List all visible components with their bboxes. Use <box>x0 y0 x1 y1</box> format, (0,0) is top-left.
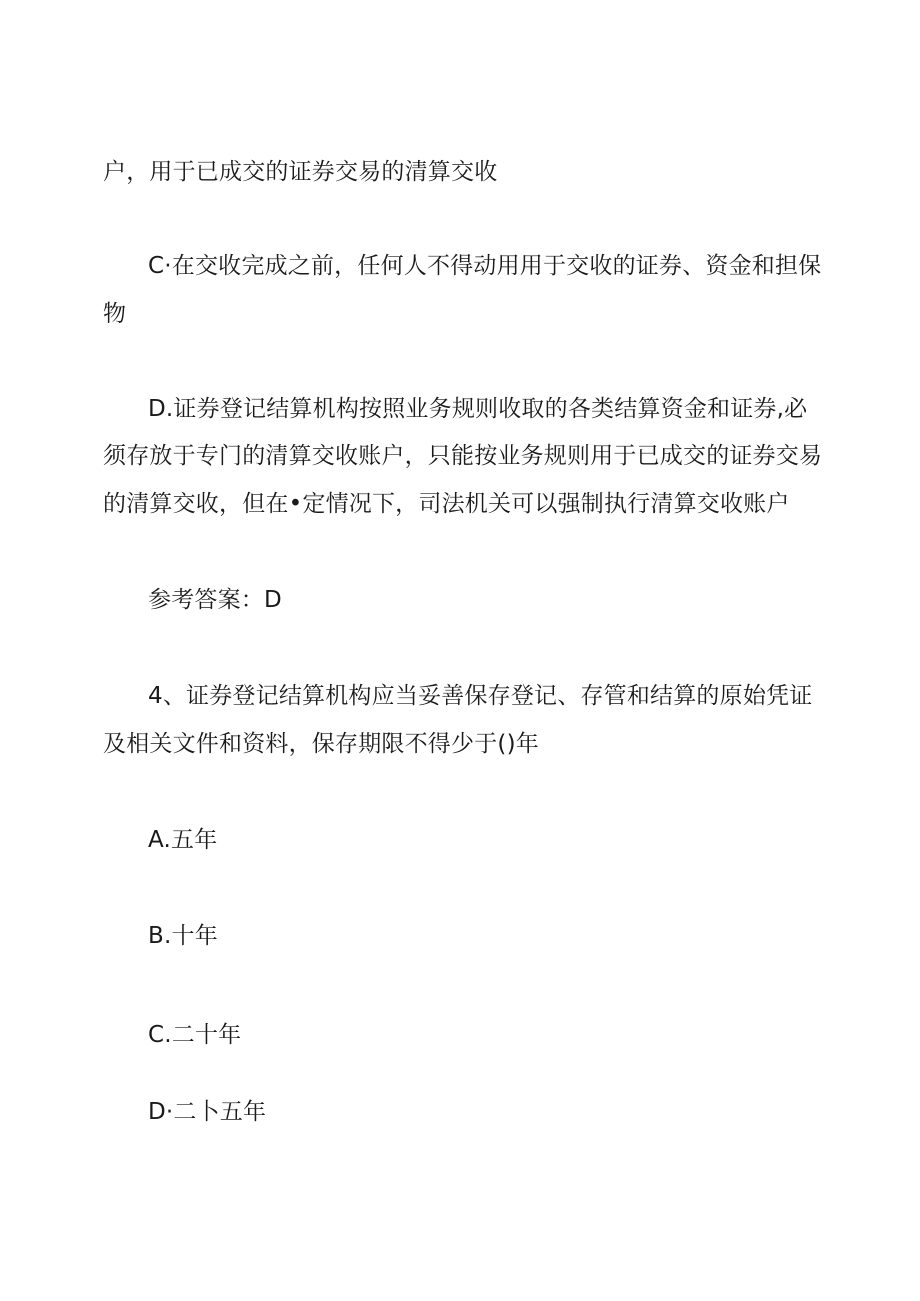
choice-c: C.二十年 <box>148 1022 242 1048</box>
option-d-line-3: 的清算交收，但在•定情况下，司法机关可以强制执行清算交收账户 <box>103 491 790 517</box>
continuation-text: 户，用于已成交的证券交易的清算交收 <box>103 159 498 185</box>
answer-3: 参考答案：D <box>148 587 282 613</box>
option-d-line-1: D.证券登记结算机构按照业务规则收取的各类结算资金和证券,必 <box>148 396 808 422</box>
choice-b: B.十年 <box>148 923 218 949</box>
choice-d: D·二卜五年 <box>148 1099 267 1125</box>
option-c-line-2: 物 <box>103 301 127 327</box>
option-d-line-2: 须存放于专门的清算交收账户，只能按业务规则用于已成交的证券交易 <box>103 443 823 469</box>
question-4-line-1: 4、证券登记结算机构应当妥善保存登记、存管和结算的原始凭证 <box>148 683 813 709</box>
option-c-line-1: C·在交收完成之前，任何人不得动用用于交收的证券、资金和担保 <box>148 253 822 279</box>
question-4-line-2: 及相关文件和资料，保存期限不得少于()年 <box>103 731 539 757</box>
choice-a: A.五年 <box>148 827 218 853</box>
